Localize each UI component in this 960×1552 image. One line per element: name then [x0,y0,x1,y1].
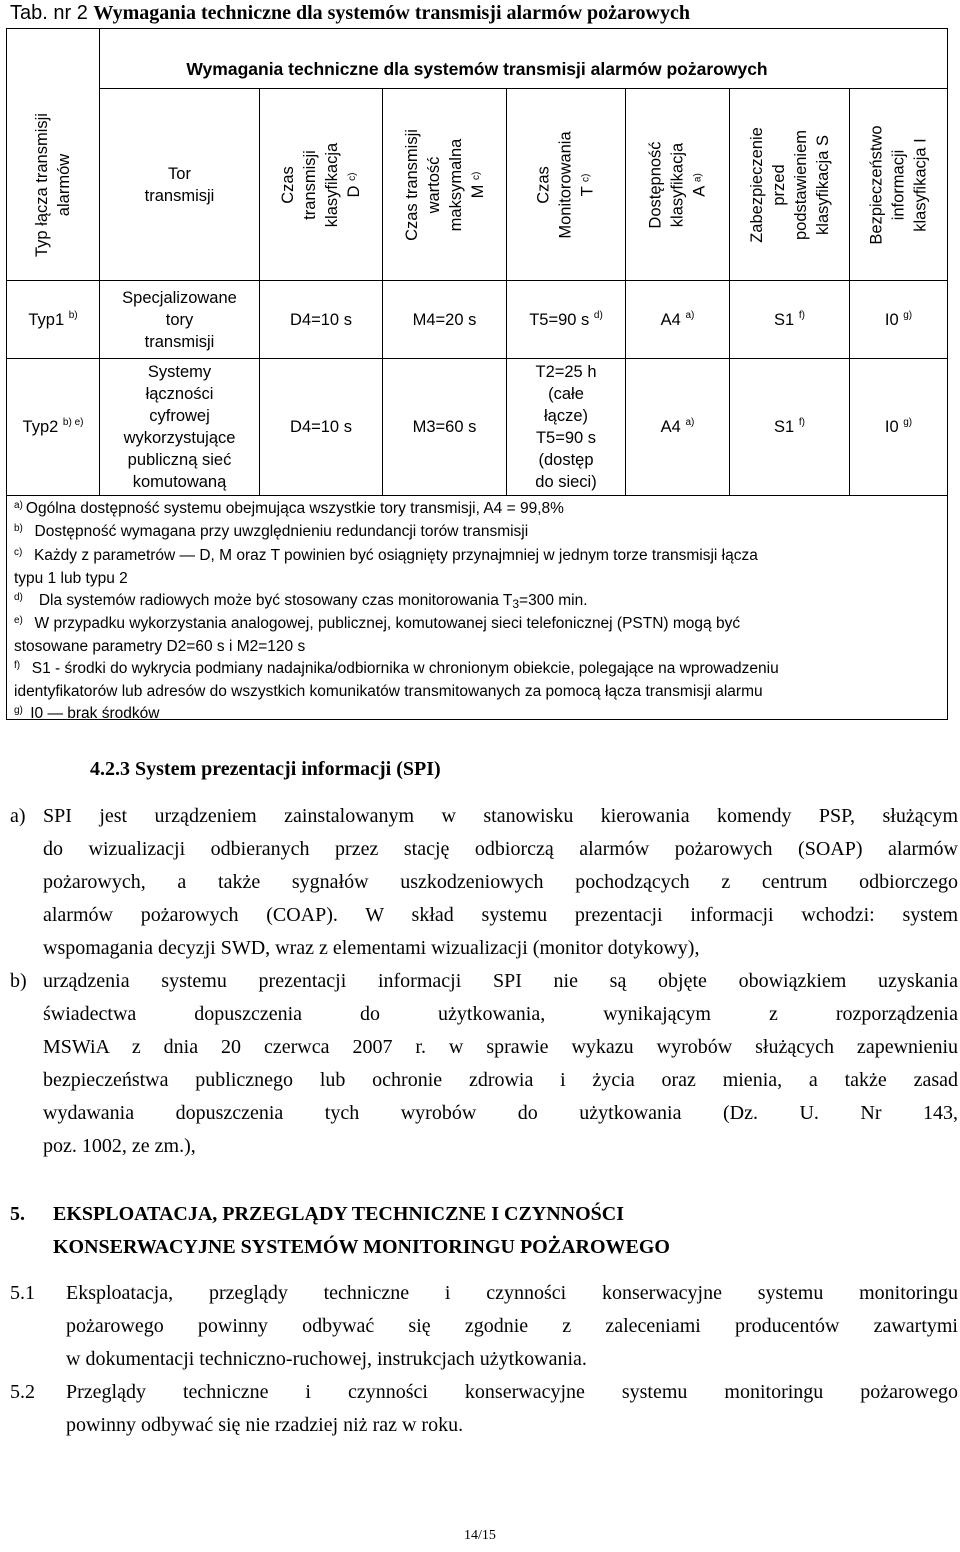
col-header-czas-d-line2: transmisji [301,149,319,220]
item-b-line5: wydawania dopuszczenia tych wyrobów do użytkowania (Dz. U. Nr 143, [43,1102,958,1124]
item-b-paragraph [43,965,958,1163]
sup-c: c) [470,171,482,180]
row1-typ: Typ1 $^{b)}$ [28,309,78,329]
section-heading-5 [10,1198,670,1258]
footnote-d-mark: d) [14,591,23,603]
row2-tor-line1: Systemy [147,363,212,381]
row2-t-line3: łącze) [543,407,588,425]
footnote-g-mark: g) [14,704,23,716]
col-header-zab-line3: podstawieniem [791,129,810,240]
footnote-f-text1: S1 - środki do wykrycia podmiany nadajnika/odbiornika w chronionym obiekcie, polegające na wprowadzeniu [31,659,779,677]
footnote-b [14,521,944,544]
col-header-bezpieczenstwo [850,89,947,280]
footnote-g [14,703,944,726]
col-header-typ-lacza-line1: Typ łącza transmisji [33,112,51,257]
col-header-bezp-line1: Bezpieczeństwo [867,124,886,245]
col-header-zab-line2: przed [769,163,788,206]
table-caption [10,0,690,26]
col-header-czas-m-line3: maksymalna [446,138,465,231]
row1-s: S1 $^{f)}$ [774,309,805,329]
footnote-a-text: Ogólna dostępność systemu obejmująca wszystkie tory transmisji, A4 = 99,8% [25,500,564,517]
page-number: 14/15 [464,1528,496,1543]
footnote-f-cont: identyfikatorów lub adresów do wszystkich komunikatów transmitowanych za pomocą łącza transmisji alarmu [14,683,763,701]
sup-c: c) [581,173,592,182]
row2-typ: Typ2 $^{b) e)}$ [22,417,84,436]
col-header-bezp-line2: informacji [889,149,908,220]
table-footnotes [14,498,944,726]
footnote-d-text: Dla systemów radiowych może być stosowany czas monitorowania T [38,591,513,609]
subsection-5-2-line1: Przeglądy techniczne i czynności konserwacyjne systemu monitoringu pożarowego [66,1381,958,1403]
row2-i: I0 $^{g)}$ [884,417,913,436]
subsection-5-1-line2: pożarowego powinny odbywać się zgodnie z zaleceniami producentów zawartymi [66,1315,958,1337]
table-main-header: Wymagania techniczne dla systemów transmisji alarmów pożarowych [186,59,768,79]
row2-s: S1 $^{f)}$ [774,417,805,436]
footnote-c [14,545,944,568]
row1-tor [100,281,259,358]
row1-t-value: T5=90 s [529,310,590,329]
item-a-line4: alarmów pożarowych (COAP). W skład systemu prezentacji informacji wchodzi: system [43,904,958,926]
row2-typ-label: Typ2 [22,418,59,436]
row2-t [507,359,625,495]
footnote-a-mark: a) [14,500,23,511]
caption-prefix: Tab. nr 2 [10,2,94,24]
col-header-czas-d-line3: klasyfikacja [323,142,341,227]
item-a-line3: pożarowych, a także sygnałów uszkodzeniowych pochodzących z centrum odbiorczego [43,871,958,893]
section-heading-4-2-3: 4.2.3 System prezentacji informacji (SPI) [90,758,441,780]
col-header-czas-m [383,89,506,280]
caption-title: Wymagania techniczne dla systemów transmisji alarmów pożarowych [93,2,691,24]
row2-tor-line2: łączności [145,385,214,403]
col-header-typ-lacza [7,89,99,280]
item-b-line6: poz. 1002, ze zm.), [43,1135,196,1157]
col-header-czas-t [507,89,625,280]
col-header-tor-line2: transmisji [144,186,215,205]
row2-t-line5: (dostęp [538,451,594,469]
requirements-table [6,28,948,720]
footnote-f [14,658,944,681]
col-header-czas-m-line1: Czas transmisji [402,128,421,241]
row2-a: A4 $^{a)}$ [660,417,695,436]
row1-d: D4=10 s [290,310,352,329]
row2-t-line1: T2=25 h [535,363,597,381]
item-b-line1: urządzenia systemu prezentacji informacji SPI nie są objęte obowiązkiem uzyskania [43,970,958,992]
subsection-5-1-line1: Eksploatacja, przeglądy techniczne i czynności konserwacyjne systemu monitoringu [66,1282,958,1304]
col-header-typ-lacza-line2: alarmów [55,153,73,216]
rows-bottom-line [6,495,948,496]
col-header-dost-letter: A [690,186,709,197]
subsection-5-1-number: 5.1 [10,1282,35,1304]
footnote-d-sub: 3 [512,596,520,611]
row2-tor-line3: cyfrowej [149,407,210,425]
section-5-title-line2: KONSERWACYJNE SYSTEMÓW MONITORINGU POŻAROWEGO [53,1236,670,1258]
footnote-e [14,613,944,636]
col-header-czas-t-line2: Monitorowania [557,130,575,239]
subsection-5-2-number: 5.2 [10,1381,35,1403]
footnote-e-cont: stosowane parametry D2=60 s i M2=120 s [14,638,306,656]
row2-a-value: A4 [660,418,681,436]
sup-c: c) [347,172,358,181]
row1-i-value: I0 [884,310,899,329]
footnote-f-mark: f) [14,659,21,671]
footnote-g-text: I0 — brak środków [30,704,160,722]
row1-tor-line1: Specjalizowane [122,288,237,307]
subsection-5-2-paragraph [66,1376,958,1442]
footnote-c-mark: c) [14,546,23,558]
footnote-c-cont: typu 1 lub typu 2 [14,570,128,588]
col-header-tor-line1: Tor [168,164,191,183]
row2-tor-line5: publiczną sieć [127,451,232,469]
footnote-e-text1: W przypadku wykorzystania analogowej, publicznej, komutowanej sieci telefonicznej (PSTN) mogą być [34,615,741,633]
col-header-dostepnosc [626,89,729,280]
col-header-czas-d [260,89,382,280]
col-header-zab-line1: Zabezpieczenie [747,126,766,243]
item-a-line2: do wizualizacji odbieranych przez stację odbiorczą alarmów pożarowych (SOAP) alarmów [43,838,958,860]
row1-s-value: S1 [774,310,795,329]
footnote-d [14,590,944,613]
row2-d: D4=10 s [290,418,352,436]
row2-tor-line6: komutowaną [132,473,227,491]
row1-m: M4=20 s [412,310,477,329]
subsection-5-1-paragraph [66,1277,958,1376]
col-header-czas-m-letter: M [468,184,487,198]
row2-m: M3=60 s [412,418,477,436]
col-header-bezp-line3: klasyfikacja I [911,137,930,232]
row1-tor-line3: transmisji [144,332,215,351]
table-border-top [6,28,948,29]
subsection-5-2-line2: powinny odbywać się nie rzadziej niż raz w roku. [66,1414,464,1436]
col-header-czas-t-letter: T [579,186,597,196]
sup-a: a) [692,172,704,182]
item-b-label: b) [10,970,27,992]
col-header-czas-t-line1: Czas [535,165,553,204]
section-5-number: 5. [10,1203,25,1225]
row2-t-line2: (całe [548,385,584,403]
col-header-zabezpieczenie [730,89,849,280]
row2-i-value: I0 [884,418,899,436]
footnote-e-mark: e) [14,615,23,627]
footnote-b-text: Dostępność wymagana przy uwzględnieniu redundancji torów transmisji [34,523,529,541]
item-b-line4: bezpieczeństwa publicznego lub ochronie zdrowia i życia oraz mienia, a także zasad [43,1069,958,1091]
item-b-line2: świadectwa dopuszczenia do użytkowania, wynikającym z rozporządzenia [43,1003,958,1025]
col-header-czas-d-line1: Czas [279,165,297,204]
col-header-dost-line1: Dostępność [646,140,665,229]
row1-tor-line2: tory [165,310,194,329]
item-a-paragraph [43,800,958,965]
row2-tor [100,359,259,495]
row1-typ-label: Typ1 [28,310,65,329]
subsection-5-1-line3: w dokumentacji techniczno-ruchowej, instrukcjach użytkowania. [66,1348,587,1370]
item-a-line1: SPI jest urządzeniem zainstalowanym w stanowisku kierowania komendy PSP, służącym [43,805,958,827]
row2-tor-line4: wykorzystujące [123,429,236,447]
footnote-a [14,498,944,521]
row2-t-line6: do sieci) [535,473,597,491]
row1-i: I0 $^{g)}$ [884,309,913,329]
col-header-dost-line2: klasyfikacja [668,142,687,227]
item-b-line3: MSWiA z dnia 20 czerwca 2007 r. w sprawie wykazu wyrobów służących zapewnieniu [43,1036,958,1058]
row1-a: A4 $^{a)}$ [660,309,695,329]
section-5-title-line1: EKSPLOATACJA, PRZEGLĄDY TECHNICZNE I CZYNNOŚCI [53,1203,625,1225]
row2-s-value: S1 [774,418,795,436]
footnote-c-text1: Każdy z parametrów — D, M oraz T powinien być osiągnięty przynajmniej w jednym torze transmisji łącza [33,546,758,564]
footnote-d-text-end: =300 min. [519,591,588,609]
row2-t-line4: T5=90 s [535,429,597,447]
row1-t: T5=90 s $^{d)}$ [529,309,603,329]
col-header-zab-line4: klasyfikacja S [813,134,832,235]
table-border-right [947,28,948,720]
col-header-czas-d-letter: D [345,185,363,197]
col-header-czas-m-line2: wartość [424,156,443,213]
item-a-line5: wspomagania decyzji SWD, wraz z elementami wizualizacji (monitor dotykowy), [43,937,700,959]
item-a-label: a) [10,805,26,827]
row1-a-value: A4 [660,310,681,329]
footnote-b-mark: b) [14,523,23,535]
col-header-tor [100,89,259,280]
